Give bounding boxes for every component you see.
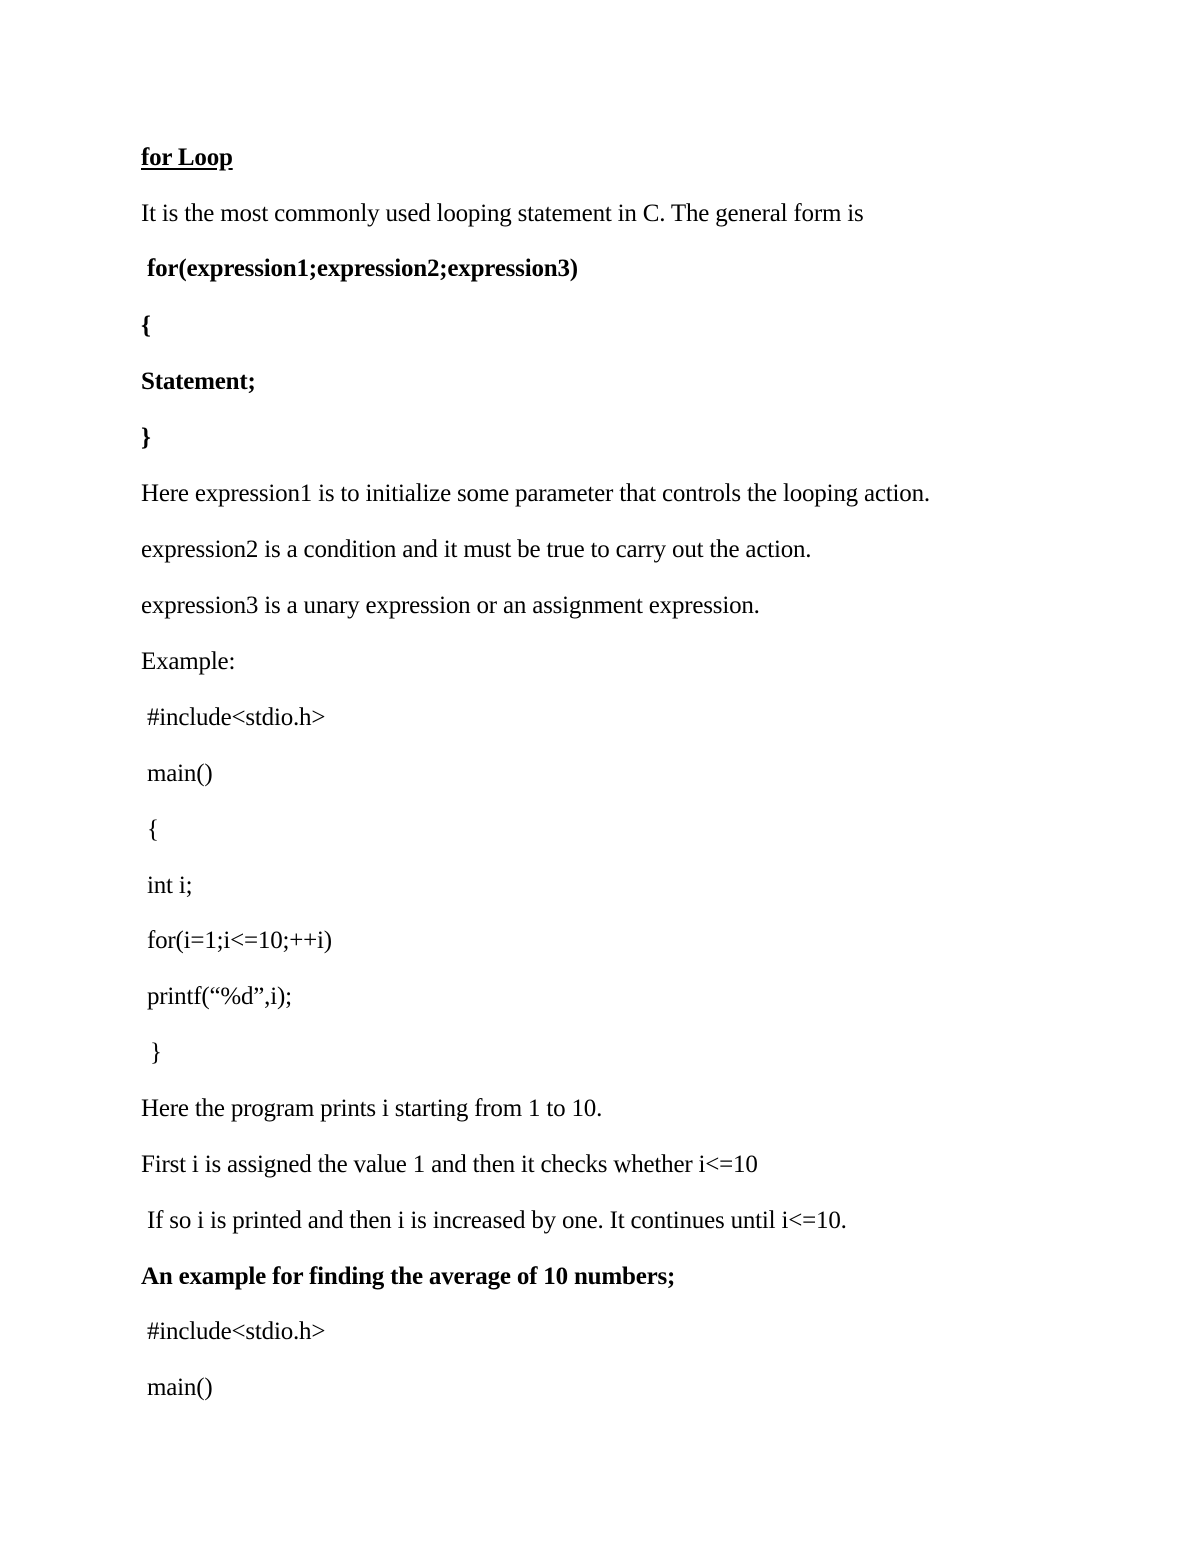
- explanation-expression3: expression3 is a unary expression or an assignment expression.: [141, 592, 760, 619]
- code-line: printf(“%d”,i);: [147, 983, 292, 1010]
- result-note: First i is assigned the value 1 and then it checks whether i<=10: [141, 1151, 758, 1178]
- syntax-statement: Statement;: [141, 368, 256, 395]
- result-note: If so i is printed and then i is increased by one. It continues until i<=10.: [147, 1207, 847, 1234]
- explanation-expression2: expression2 is a condition and it must be true to carry out the action.: [141, 536, 812, 563]
- code-line: {: [147, 816, 159, 843]
- code-line: for(i=1;i<=10;++i): [147, 927, 332, 954]
- code-line: main(): [147, 760, 213, 787]
- intro-paragraph: It is the most commonly used looping statement in C. The general form is: [141, 200, 864, 227]
- code-line: #include<stdio.h>: [147, 1318, 326, 1345]
- code-line: #include<stdio.h>: [147, 704, 326, 731]
- code-line: }: [150, 1039, 162, 1066]
- explanation-expression1: Here expression1 is to initialize some parameter that controls the looping action.: [141, 480, 930, 507]
- average-example-heading: An example for finding the average of 10 numbers;: [141, 1263, 676, 1290]
- syntax-open-brace: {: [141, 312, 151, 339]
- result-note: Here the program prints i starting from 1 to 10.: [141, 1095, 603, 1122]
- syntax-header: for(expression1;expression2;expression3): [147, 255, 578, 282]
- code-line: int i;: [147, 872, 193, 899]
- section-heading: for Loop: [141, 144, 233, 171]
- code-line: main(): [147, 1374, 213, 1401]
- syntax-close-brace: }: [141, 424, 151, 451]
- example-label: Example:: [141, 648, 236, 675]
